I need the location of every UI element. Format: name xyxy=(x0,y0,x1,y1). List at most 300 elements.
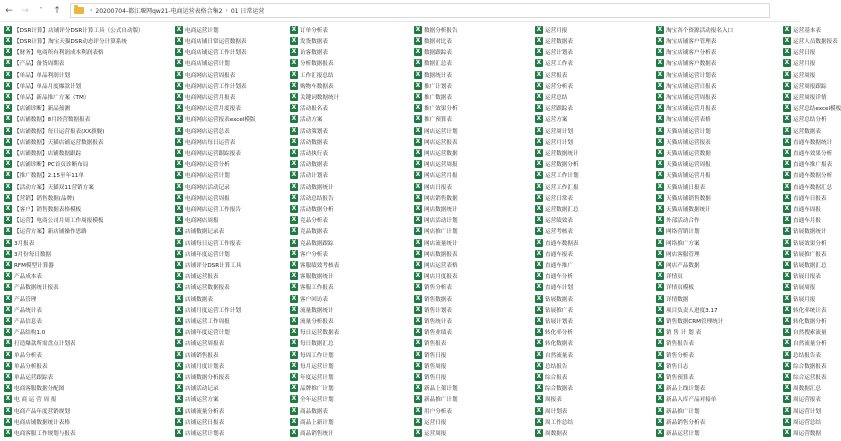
file-item[interactable] xyxy=(783,115,827,125)
file-name: 数据汇总表 xyxy=(424,61,452,68)
file-item[interactable] xyxy=(656,59,781,69)
file-item[interactable] xyxy=(414,327,533,337)
file-item[interactable] xyxy=(414,182,533,192)
file-item[interactable] xyxy=(290,103,412,113)
file-item[interactable] xyxy=(535,182,654,192)
file-item[interactable] xyxy=(175,406,288,416)
file-item[interactable] xyxy=(290,294,412,304)
file-item[interactable] xyxy=(783,204,821,214)
file-name: 推广数据表 xyxy=(424,95,452,102)
file-item[interactable] xyxy=(175,92,288,102)
file-item[interactable] xyxy=(175,25,288,35)
file-name: 项目负责人进度3.17 xyxy=(666,307,718,314)
excel-file-icon: X xyxy=(784,249,790,257)
file-item[interactable] xyxy=(175,372,288,382)
file-item[interactable] xyxy=(783,47,816,57)
file-item[interactable] xyxy=(4,361,173,371)
file-item[interactable] xyxy=(535,204,654,214)
file-item[interactable] xyxy=(535,327,654,337)
file-item[interactable] xyxy=(535,137,654,147)
file-item[interactable] xyxy=(175,417,288,427)
file-item[interactable] xyxy=(414,238,533,248)
file-item[interactable] xyxy=(656,249,781,259)
file-item[interactable] xyxy=(4,316,173,326)
file-item[interactable] xyxy=(4,249,173,259)
file-item[interactable] xyxy=(783,148,833,158)
file-item[interactable] xyxy=(290,25,412,35)
file-item[interactable] xyxy=(414,47,533,57)
file-item[interactable] xyxy=(4,81,173,91)
file-item[interactable] xyxy=(4,126,173,136)
file-item[interactable] xyxy=(656,417,781,427)
breadcrumb-item[interactable]: 01 日常运营 xyxy=(230,8,265,15)
file-item[interactable] xyxy=(656,182,781,192)
file-item[interactable] xyxy=(4,115,173,125)
file-item[interactable] xyxy=(656,350,781,360)
excel-file-icon: X xyxy=(415,238,421,246)
file-item[interactable] xyxy=(535,47,654,57)
file-item[interactable] xyxy=(535,92,654,102)
file-item[interactable] xyxy=(175,428,288,438)
file-item[interactable] xyxy=(4,428,173,438)
file-item[interactable] xyxy=(414,283,533,293)
file-item[interactable] xyxy=(290,271,412,281)
file-item[interactable] xyxy=(656,25,781,35)
file-item[interactable] xyxy=(783,92,827,102)
file-item[interactable] xyxy=(783,428,821,438)
file-name: 工作汇报总结 xyxy=(300,72,334,79)
file-item[interactable] xyxy=(175,271,288,281)
file-item[interactable] xyxy=(290,159,412,169)
file-item[interactable] xyxy=(783,406,821,416)
file-item[interactable] xyxy=(175,339,288,349)
file-item[interactable] xyxy=(4,215,173,225)
file-name: 活动策划表 xyxy=(300,128,328,135)
address-bar[interactable] xyxy=(70,3,770,18)
recent-locations-button[interactable] xyxy=(34,4,48,18)
file-item[interactable] xyxy=(290,417,412,427)
file-item[interactable] xyxy=(783,126,821,136)
file-item[interactable] xyxy=(656,70,781,80)
file-item[interactable] xyxy=(290,283,412,293)
file-item[interactable] xyxy=(535,372,654,382)
file-item[interactable] xyxy=(175,238,288,248)
file-item[interactable] xyxy=(414,25,533,35)
file-item[interactable] xyxy=(535,171,654,181)
file-item[interactable] xyxy=(290,215,412,225)
file-item[interactable] xyxy=(656,339,781,349)
file-item[interactable] xyxy=(414,148,533,158)
file-item[interactable] xyxy=(414,204,533,214)
file-item[interactable] xyxy=(414,294,533,304)
file-item[interactable] xyxy=(535,406,654,416)
file-item[interactable] xyxy=(535,70,654,80)
file-item[interactable] xyxy=(4,294,173,304)
file-item[interactable] xyxy=(175,126,288,136)
file-item[interactable] xyxy=(4,406,173,416)
file-item[interactable] xyxy=(656,361,781,371)
file-item[interactable] xyxy=(414,372,533,382)
file-item[interactable] xyxy=(656,227,781,237)
file-item[interactable] xyxy=(290,36,412,46)
file-item[interactable] xyxy=(290,115,412,125)
file-item[interactable] xyxy=(783,171,833,181)
file-item[interactable] xyxy=(414,361,533,371)
file-name: 产品信息表 xyxy=(14,319,42,326)
file-item[interactable] xyxy=(656,238,781,248)
file-item[interactable] xyxy=(656,383,781,393)
back-button[interactable] xyxy=(2,4,16,18)
file-item[interactable] xyxy=(783,305,827,315)
file-item[interactable] xyxy=(656,428,781,438)
file-item[interactable] xyxy=(535,350,654,360)
file-item[interactable] xyxy=(175,36,288,46)
file-item[interactable] xyxy=(4,36,173,46)
file-item[interactable] xyxy=(656,92,781,102)
file-item[interactable] xyxy=(783,294,816,304)
file-item[interactable] xyxy=(783,227,827,237)
excel-file-icon: X xyxy=(784,48,790,56)
file-item[interactable] xyxy=(783,193,827,203)
file-item[interactable] xyxy=(783,249,827,259)
file-item[interactable] xyxy=(4,204,173,214)
file-item[interactable] xyxy=(175,171,288,181)
file-item[interactable] xyxy=(4,182,173,192)
file-item[interactable] xyxy=(414,171,533,181)
file-item[interactable] xyxy=(4,238,173,248)
file-item[interactable] xyxy=(656,283,781,293)
file-item[interactable] xyxy=(414,271,533,281)
file-item[interactable] xyxy=(414,115,533,125)
file-item[interactable] xyxy=(656,148,781,158)
file-item[interactable] xyxy=(175,137,288,147)
file-item[interactable] xyxy=(414,383,533,393)
file-item[interactable] xyxy=(4,47,173,57)
file-item[interactable] xyxy=(783,271,821,281)
file-item[interactable] xyxy=(414,395,533,405)
excel-file-icon: X xyxy=(415,395,421,403)
file-item[interactable] xyxy=(783,383,821,393)
excel-file-icon: X xyxy=(5,48,11,56)
file-item[interactable] xyxy=(4,350,173,360)
file-item[interactable] xyxy=(656,271,781,281)
file-name: 网店销售数据 xyxy=(424,195,458,202)
excel-file-icon: X xyxy=(784,25,790,33)
file-item[interactable] xyxy=(535,316,654,326)
file-item[interactable] xyxy=(783,159,833,169)
file-item[interactable] xyxy=(414,215,533,225)
file-item[interactable] xyxy=(290,327,412,337)
file-item[interactable] xyxy=(414,70,533,80)
file-item[interactable] xyxy=(783,81,827,91)
file-item[interactable] xyxy=(656,395,781,405)
file-item[interactable] xyxy=(535,126,654,136)
file-item[interactable] xyxy=(4,137,173,147)
file-item[interactable] xyxy=(4,417,173,427)
file-item[interactable] xyxy=(290,204,412,214)
file-item[interactable] xyxy=(783,316,827,326)
file-item[interactable] xyxy=(290,316,412,326)
file-name: 电商店铺运营计划 xyxy=(185,61,230,68)
file-item[interactable] xyxy=(535,249,654,259)
file-item[interactable] xyxy=(290,47,412,57)
file-item[interactable] xyxy=(290,171,412,181)
file-item[interactable] xyxy=(175,327,288,337)
file-item[interactable] xyxy=(656,81,781,91)
file-item[interactable] xyxy=(783,327,827,337)
forward-button[interactable] xyxy=(18,4,32,18)
file-item[interactable] xyxy=(535,395,654,405)
file-item[interactable] xyxy=(656,159,781,169)
file-item[interactable] xyxy=(535,383,654,393)
file-item[interactable] xyxy=(290,148,412,158)
file-item[interactable] xyxy=(656,126,781,136)
file-item[interactable] xyxy=(414,126,533,136)
file-item[interactable] xyxy=(4,103,173,113)
file-item[interactable] xyxy=(290,227,412,237)
file-item[interactable] xyxy=(535,227,654,237)
file-item[interactable] xyxy=(175,204,288,214)
file-name: 销售报告表 xyxy=(666,341,694,348)
file-item[interactable] xyxy=(656,406,781,416)
file-item[interactable] xyxy=(535,115,654,125)
file-item[interactable] xyxy=(175,47,288,57)
file-item[interactable] xyxy=(290,238,412,248)
file-name: 店铺运营日报表 xyxy=(185,419,225,426)
file-item[interactable] xyxy=(4,260,173,270)
file-item[interactable] xyxy=(535,215,654,225)
file-item[interactable] xyxy=(4,171,173,181)
file-item[interactable] xyxy=(175,260,288,270)
file-item[interactable] xyxy=(783,137,833,147)
file-item[interactable] xyxy=(4,395,173,405)
file-item[interactable] xyxy=(290,372,412,382)
file-item[interactable] xyxy=(4,305,173,315)
file-item[interactable] xyxy=(535,260,654,270)
file-item[interactable] xyxy=(290,182,412,192)
file-name: 运营工作计划 xyxy=(545,173,579,180)
excel-file-icon: X xyxy=(536,373,542,381)
file-item[interactable] xyxy=(175,193,288,203)
file-item[interactable] xyxy=(290,339,412,349)
file-item[interactable] xyxy=(783,182,833,192)
file-item[interactable] xyxy=(175,294,288,304)
file-item[interactable] xyxy=(175,70,288,80)
file-item[interactable] xyxy=(414,81,533,91)
file-item[interactable] xyxy=(290,126,412,136)
file-item[interactable] xyxy=(175,81,288,91)
file-item[interactable] xyxy=(783,339,827,349)
file-item[interactable] xyxy=(4,271,173,281)
file-item[interactable] xyxy=(535,294,654,304)
file-item[interactable] xyxy=(414,350,533,360)
file-item[interactable] xyxy=(290,81,412,91)
file-item[interactable] xyxy=(4,283,173,293)
excel-file-icon: X xyxy=(415,361,421,369)
file-item[interactable] xyxy=(535,305,654,315)
file-item[interactable] xyxy=(290,70,412,80)
file-item[interactable] xyxy=(783,417,821,427)
file-item[interactable] xyxy=(290,361,412,371)
excel-file-icon: X xyxy=(291,126,297,134)
file-item[interactable] xyxy=(656,171,781,181)
file-item[interactable] xyxy=(783,36,838,46)
up-button[interactable] xyxy=(50,4,64,18)
file-item[interactable] xyxy=(414,428,533,438)
file-item[interactable] xyxy=(783,70,816,80)
file-item[interactable] xyxy=(414,417,533,427)
file-item[interactable] xyxy=(414,406,533,416)
file-item[interactable] xyxy=(175,249,288,259)
file-name: 电商网店周报 xyxy=(185,218,219,225)
file-item[interactable] xyxy=(175,115,288,125)
file-item[interactable] xyxy=(414,249,533,259)
file-item[interactable] xyxy=(783,350,821,360)
excel-file-icon: X xyxy=(176,294,182,302)
file-item[interactable] xyxy=(783,238,827,248)
file-item[interactable] xyxy=(4,383,173,393)
file-item[interactable] xyxy=(414,159,533,169)
file-name: 运营计划表 xyxy=(545,50,573,57)
file-item[interactable] xyxy=(290,137,412,147)
file-name: 直通车月报 xyxy=(793,218,821,225)
file-item[interactable] xyxy=(414,260,533,270)
file-item[interactable] xyxy=(783,59,816,69)
file-item[interactable] xyxy=(535,238,654,248)
file-item[interactable] xyxy=(4,70,173,80)
file-item[interactable] xyxy=(175,316,288,326)
file-item[interactable] xyxy=(783,25,821,35)
file-item[interactable] xyxy=(175,395,288,405)
file-item[interactable] xyxy=(414,103,533,113)
file-item[interactable] xyxy=(535,428,654,438)
file-item[interactable] xyxy=(656,215,781,225)
file-item[interactable] xyxy=(783,215,821,225)
file-item[interactable] xyxy=(656,103,781,113)
file-item[interactable] xyxy=(535,283,654,293)
file-item[interactable] xyxy=(4,159,173,169)
file-item[interactable] xyxy=(290,395,412,405)
file-item[interactable] xyxy=(783,395,821,405)
file-item[interactable] xyxy=(175,383,288,393)
file-item[interactable] xyxy=(290,260,412,270)
file-item[interactable] xyxy=(175,159,288,169)
file-item[interactable] xyxy=(783,103,841,113)
file-item[interactable] xyxy=(414,137,533,147)
file-item[interactable] xyxy=(290,193,412,203)
file-item[interactable] xyxy=(290,383,412,393)
file-item[interactable] xyxy=(175,59,288,69)
file-item[interactable] xyxy=(414,305,533,315)
file-item[interactable] xyxy=(656,36,781,46)
file-item[interactable] xyxy=(4,327,173,337)
file-name: 数据对比表 xyxy=(424,39,452,46)
file-item[interactable] xyxy=(656,316,781,326)
file-item[interactable] xyxy=(535,148,654,158)
file-item[interactable] xyxy=(175,283,288,293)
file-name: 综合数据报表 xyxy=(793,363,827,370)
file-item[interactable] xyxy=(414,316,533,326)
file-item[interactable] xyxy=(290,249,412,259)
file-item[interactable] xyxy=(656,193,781,203)
file-item[interactable] xyxy=(290,305,412,315)
file-item[interactable] xyxy=(783,260,827,270)
file-item[interactable] xyxy=(4,59,173,69)
file-item[interactable] xyxy=(656,305,781,315)
file-item[interactable] xyxy=(4,148,173,158)
file-item[interactable] xyxy=(290,350,412,360)
file-item[interactable] xyxy=(656,115,781,125)
file-item[interactable] xyxy=(4,227,173,237)
file-item[interactable] xyxy=(656,294,781,304)
file-item[interactable] xyxy=(290,59,412,69)
file-item[interactable] xyxy=(414,36,533,46)
file-item[interactable] xyxy=(175,227,288,237)
file-item[interactable] xyxy=(175,361,288,371)
file-name: 电商产品年度营销规划 xyxy=(14,408,70,415)
excel-file-icon: X xyxy=(5,25,11,33)
file-name: 网店运营计划 xyxy=(424,128,458,135)
excel-file-icon: X xyxy=(176,395,182,403)
file-item[interactable] xyxy=(290,428,412,438)
excel-file-icon: X xyxy=(657,193,663,201)
file-item[interactable] xyxy=(656,372,781,382)
file-item[interactable] xyxy=(175,182,288,192)
file-item[interactable] xyxy=(535,361,654,371)
file-item[interactable] xyxy=(656,327,781,337)
file-item[interactable] xyxy=(4,339,173,349)
file-item[interactable] xyxy=(4,25,173,35)
file-name: 钻展周报 xyxy=(793,285,816,292)
file-item[interactable] xyxy=(290,92,412,102)
file-item[interactable] xyxy=(535,103,654,113)
breadcrumb-item[interactable]: 20200704-都江堰网qw21-电商运营表格合集2 xyxy=(95,8,223,15)
excel-file-icon: X xyxy=(784,93,790,101)
excel-file-icon: X xyxy=(536,216,542,224)
file-item[interactable] xyxy=(535,159,654,169)
file-item[interactable] xyxy=(414,193,533,203)
file-item[interactable] xyxy=(535,193,654,203)
file-item[interactable] xyxy=(414,92,533,102)
file-item[interactable] xyxy=(535,36,654,46)
file-item[interactable] xyxy=(4,92,173,102)
file-item[interactable] xyxy=(656,204,781,214)
file-item[interactable] xyxy=(656,137,781,147)
file-item[interactable] xyxy=(175,103,288,113)
file-item[interactable] xyxy=(4,372,173,382)
file-item[interactable] xyxy=(175,305,288,315)
file-item[interactable] xyxy=(290,406,412,416)
file-item[interactable] xyxy=(783,283,816,293)
file-item[interactable] xyxy=(175,215,288,225)
file-item[interactable] xyxy=(535,59,654,69)
file-item[interactable] xyxy=(783,372,827,382)
file-item[interactable] xyxy=(414,59,533,69)
file-item[interactable] xyxy=(783,361,827,371)
file-item[interactable] xyxy=(4,193,173,203)
file-item[interactable] xyxy=(414,339,533,349)
file-item[interactable] xyxy=(656,47,781,57)
file-item[interactable] xyxy=(535,25,654,35)
file-item[interactable] xyxy=(414,227,533,237)
file-item[interactable] xyxy=(535,339,654,349)
file-item[interactable] xyxy=(175,148,288,158)
file-item[interactable] xyxy=(656,260,781,270)
file-item[interactable] xyxy=(535,81,654,91)
file-item[interactable] xyxy=(535,417,654,427)
file-item[interactable] xyxy=(535,271,654,281)
file-item[interactable] xyxy=(175,350,288,360)
